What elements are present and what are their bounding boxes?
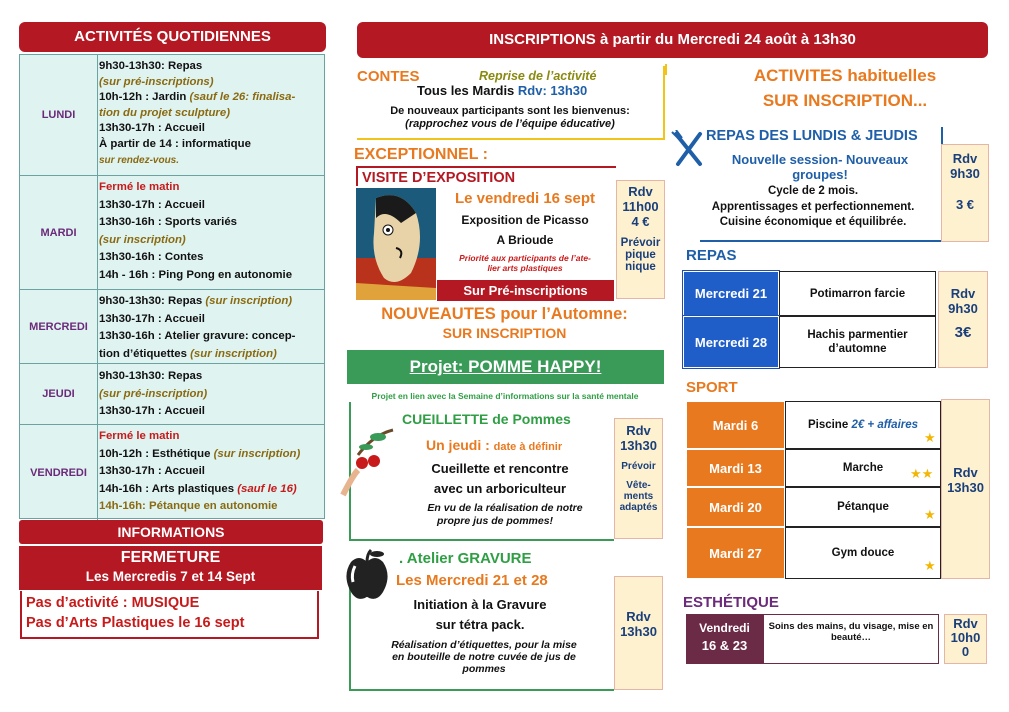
sport-rdv: Rdv 13h30: [941, 399, 990, 579]
esthetique-desc: Soins des mains, du visage, mise en beauté…: [763, 614, 939, 664]
gravure-date: Les Mercredi 21 et 28: [396, 572, 548, 589]
esthetique-rdv: Rdv 10h0 0: [944, 614, 987, 664]
sport-day-1: Mardi 6: [686, 401, 785, 449]
vendredi-details: Fermé le matin 10h-12h : Esthétique (sur inscription) 13h30-17h : Accueil 14h-16h : Arts plastiques (sauf le 16) 14h-16h: Pétanque en autonomie: [99, 430, 301, 513]
picasso-image: [356, 188, 436, 300]
repas-lj-desc: Nouvelle session- Nouveaux groupes!: [731, 152, 909, 182]
cueillette-desc1: Cueillette et rencontre: [431, 461, 569, 476]
fermeture-box: FERMETURE Les Mercredis 7 et 14 Sept: [19, 546, 322, 590]
day-vendredi: VENDREDI: [20, 425, 98, 520]
sport-title: SPORT: [686, 379, 738, 396]
visite-rdv: Rdv 11h00 4 € Prévoir pique nique: [616, 180, 665, 299]
repas-lundis-jeudis-title: REPAS DES LUNDIS & JEUDIS: [706, 128, 918, 144]
cueillette-desc4: propre jus de pommes!: [436, 515, 554, 527]
cueillette-rdv: Rdv 13h30 Prévoir Vête- ments adaptés: [614, 418, 663, 539]
gravure-desc2: sur tétra pack.: [435, 617, 525, 632]
daily-schedule-table: [19, 54, 325, 519]
sport-act-1: Piscine 2€ + affaires: [785, 401, 941, 449]
activites-quotidiennes-header: ACTIVITÉS QUOTIDIENNES: [19, 22, 326, 52]
nouveautes-title: NOUVEAUTES pour l’Automne:: [381, 305, 628, 323]
gravure-title: . Atelier GRAVURE: [399, 550, 532, 567]
lundi-details: 9h30-13h30: Repas (sur pré-inscriptions) 10h-12h : Jardin (sauf le 26: finalisa- tion du projet sculpture) 13h30-17h : Accueil À partir de 14 : informatique sur rendez-vous.: [99, 60, 296, 166]
mercredi-details: 9h30-13h30: Repas (sur inscription) 13h30-17h : Accueil 13h30-16h : Atelier gravure: concep- tion d’étiquettes (sur inscription): [99, 295, 296, 360]
repas-dish-1: Potimarron farcie: [779, 271, 936, 316]
repas-title: REPAS: [686, 247, 737, 264]
gravure-rdv: Rdv 13h30: [614, 576, 663, 690]
jeudi-details: 9h30-13h30: Repas (sur pré-inscription) 13h30-17h : Accueil: [99, 370, 208, 418]
visite-header: VISITE D’EXPOSITION: [356, 166, 616, 186]
cueillette-title: CUEILLETTE de Pommes: [402, 411, 571, 427]
projet-subtitle: Projet en lien avec la Semaine d’informations sur la santé mentale: [371, 391, 639, 401]
nouveautes-subtitle: SUR INSCRIPTION: [442, 325, 567, 341]
contes-box: CONTES Reprise de l’activité Tous les Mardis Rdv: 13h30 De nouveaux participants sont les bienvenus: (rapprochez vous de l’équipe éducative): [357, 66, 665, 140]
repas-rdv: Rdv 9h30 3€: [938, 271, 988, 368]
visite-preinscription: Sur Pré-inscriptions: [437, 280, 614, 301]
star-icon: ★: [924, 430, 936, 445]
cueillette-desc3: En vu de la réalisation de notre: [427, 502, 583, 514]
inscriptions-banner: INSCRIPTIONS à partir du Mercredi 24 août à 13h30: [357, 22, 988, 58]
repas-day-2: Mercredi 28: [683, 316, 779, 368]
day-jeudi: JEUDI: [20, 364, 98, 424]
esthetique-day: Vendredi 16 & 23: [686, 614, 763, 664]
cueillette-desc2: avec un arboriculteur: [433, 481, 567, 496]
gravure-desc3: Réalisation d’étiquettes, pour la mise en bouteille de notre cuvée de jus de pommes: [391, 639, 577, 675]
sur-inscription-title: SUR INSCRIPTION...: [762, 91, 928, 110]
informations-header: INFORMATIONS: [19, 520, 323, 544]
repas-day-1: Mercredi 21: [683, 271, 779, 316]
activites-habituelles-title: ACTIVITES habituelles: [753, 66, 937, 85]
apple-branch-icon: [338, 425, 398, 505]
sport-act-4: Gym douce: [785, 527, 941, 579]
repas-lj-details: Cycle de 2 mois. Apprentissages et perfectionnement. Cuisine économique et équilibrée.: [711, 185, 915, 228]
cueillette-jeudi: Un jeudi : date à définir: [426, 437, 563, 453]
star-icon: ★: [924, 558, 936, 573]
gravure-desc1: Initiation à la Gravure: [413, 597, 547, 612]
sport-day-3: Mardi 20: [686, 487, 785, 527]
esthetique-title: ESTHÉTIQUE: [683, 594, 779, 611]
pas-activite-box: Pas d’activité : MUSIQUE Pas d’Arts Plastiques le 16 sept: [20, 591, 319, 639]
sport-day-4: Mardi 27: [686, 527, 785, 579]
repas-dish-2: Hachis parmentier d’automne: [779, 316, 936, 368]
day-mardi: MARDI: [20, 176, 98, 289]
star-icon: ★★: [910, 466, 934, 481]
repas-lj-rdv: Rdv 9h30 3 €: [941, 144, 989, 242]
sport-act-3: Pétanque: [785, 487, 941, 527]
visite-details: Le vendredi 16 sept Exposition de Picasso A Brioude Priorité aux participants de l’ate- lier arts plastiques: [454, 190, 596, 273]
mardi-details: Fermé le matin 13h30-17h : Accueil 13h30-16h : Sports variés (sur inscription) 13h30-16h : Contes 14h - 16h : Ping Pong en autonomie: [99, 181, 293, 281]
projet-pomme-happy-banner: Projet: POMME HAPPY!: [347, 350, 664, 384]
exceptionnel-title: EXCEPTIONNEL :: [354, 146, 488, 163]
sport-day-2: Mardi 13: [686, 449, 785, 487]
day-mercredi: MERCREDI: [20, 290, 98, 363]
star-icon: ★: [924, 507, 936, 522]
sport-act-2: Marche: [785, 449, 941, 487]
day-lundi: LUNDI: [20, 55, 98, 175]
